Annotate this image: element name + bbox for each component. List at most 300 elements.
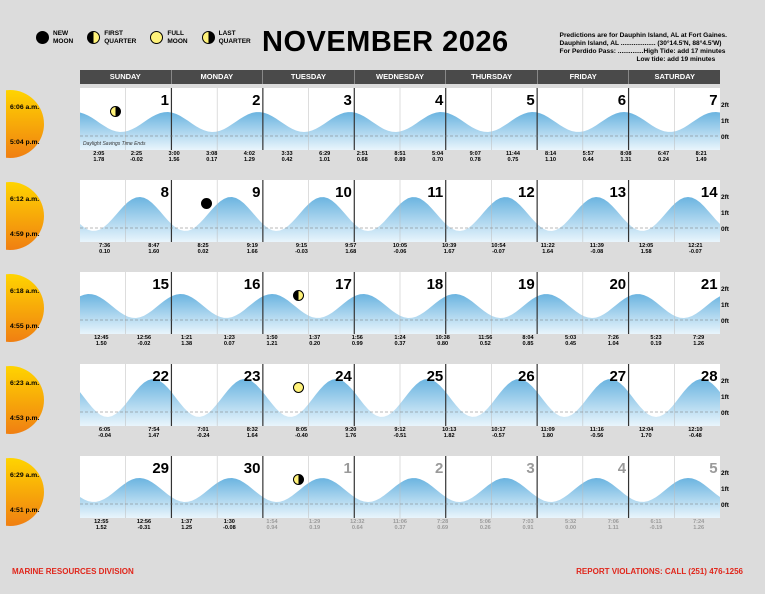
day-number: 5 [526, 92, 535, 109]
day-number: 20 [609, 276, 627, 293]
tide-reading [432, 519, 454, 532]
tide-height: -0.24 [196, 433, 210, 440]
tide-height: 1.26 [693, 525, 705, 532]
tide-reading [94, 427, 116, 440]
tide-reading [192, 243, 214, 256]
tide-reading [502, 151, 524, 164]
tide-reading [133, 519, 155, 532]
tide-reading [94, 243, 116, 256]
tide-time: 8:21 [695, 151, 707, 157]
tide-reading [438, 427, 460, 440]
tide-reading [635, 427, 657, 440]
tide-reading [389, 335, 411, 348]
predictions-note: Predictions are for Dauphin Island, AL at Fort Gaines. Dauphin Island, AL ................... (30°14.5'N, 88°4.5'W) For Perdido Pass: ..............High Tide: add 17 minutes Low tide: add 19 minutes [559, 32, 727, 63]
tide-time: 12:55 [94, 519, 109, 525]
tide-reading [474, 335, 496, 348]
day-number: 17 [335, 276, 352, 293]
tide-height: -0.04 [98, 433, 111, 440]
tide-reading [560, 335, 582, 348]
tide-reading [261, 335, 283, 348]
tide-reading [90, 519, 112, 532]
tide-time: 1:24 [394, 335, 406, 341]
tide-reading [304, 519, 326, 532]
tide-reading [560, 519, 582, 532]
day-name-thursday: THURSDAY [446, 70, 538, 84]
tide-height: -0.31 [137, 525, 151, 532]
feet-label: 2ft [721, 286, 729, 293]
tide-height: 0.26 [479, 525, 491, 532]
tide-height: 1.64 [246, 433, 258, 440]
tide-height: 0.24 [658, 157, 669, 164]
tide-height: 0.07 [223, 341, 235, 348]
day-name-monday: MONDAY [172, 70, 264, 84]
tide-reading [201, 151, 223, 164]
last-quarter-icon [293, 474, 304, 485]
week-row [0, 88, 765, 178]
tide-height: 1.52 [95, 525, 107, 532]
tide-reading [389, 519, 411, 532]
sun-icon [6, 180, 78, 252]
tide-time: 10:05 [392, 243, 408, 249]
tide-reading [653, 151, 675, 164]
tide-reading [218, 519, 240, 532]
tide-time: 11:22 [540, 243, 555, 249]
day-number: 6 [617, 92, 627, 109]
day-number: 28 [700, 368, 718, 385]
feet-label: 0ft [721, 226, 729, 233]
day-name-wednesday: WEDNESDAY [355, 70, 447, 84]
feet-label: 1ft [721, 302, 729, 309]
tide-height: 0.19 [309, 525, 321, 532]
tide-height: 1.58 [640, 249, 652, 256]
feet-label: 2ft [721, 378, 729, 385]
tide-height: -0.19 [649, 525, 663, 532]
tide-height: 0.80 [437, 341, 449, 348]
day-number: 2 [434, 460, 444, 477]
tide-reading [389, 243, 411, 256]
tide-height: 0.69 [437, 525, 449, 532]
tide-time: 1:37 [181, 519, 193, 525]
day-number: 23 [243, 368, 261, 385]
tide-height: 1.64 [542, 249, 554, 256]
tide-time: 6:47 [657, 151, 670, 157]
tide-height: 0.85 [522, 341, 534, 348]
sun-icon [6, 272, 78, 344]
tide-time: 11:39 [589, 243, 604, 249]
day-number: 10 [335, 184, 352, 201]
day-number: 27 [609, 368, 627, 385]
tide-height: 0.42 [281, 157, 293, 164]
tide-height: -0.06 [393, 249, 407, 256]
tide-reading [238, 151, 260, 164]
tide-reading [690, 151, 712, 164]
tide-time: 1:21 [181, 335, 193, 341]
sun-disc [6, 274, 44, 342]
tide-time: 8:25 [197, 243, 209, 249]
tide-time: 1:50 [266, 335, 278, 341]
tide-height: 1.56 [168, 157, 180, 164]
full-moon-icon [293, 382, 304, 393]
tide-reading [125, 151, 147, 164]
tide-grid [80, 88, 720, 150]
tide-reading [346, 335, 368, 348]
tide-height: 1.78 [93, 157, 105, 164]
tide-time: 10:39 [442, 243, 457, 249]
tide-time: 3:08 [206, 151, 218, 157]
feet-label: 0ft [721, 318, 729, 325]
tide-height: -0.51 [393, 433, 407, 440]
day-number: 14 [700, 184, 718, 201]
tide-time: 4:02 [243, 151, 255, 157]
tide-time: 8:47 [148, 243, 160, 249]
tide-height: 0.99 [351, 341, 363, 348]
tide-reading [602, 519, 624, 532]
tide-reading [143, 243, 165, 256]
page-title: NOVEMBER 2026 [262, 26, 509, 58]
tide-height: 1.50 [95, 341, 107, 348]
tide-time: 2:51 [356, 151, 368, 157]
sunrise-time: 6:06 a.m. [10, 104, 40, 111]
tide-time: 1:23 [223, 335, 235, 341]
tide-height: 0.45 [565, 341, 577, 348]
tide-time: 11:44 [505, 151, 520, 157]
tide-reading [537, 427, 559, 440]
legend-label: LAST QUARTER [218, 30, 251, 45]
footer-division: MARINE RESOURCES DIVISION [12, 567, 134, 576]
tide-height: -0.08 [590, 249, 604, 256]
day-name-friday: FRIDAY [538, 70, 630, 84]
tide-time: 11:09 [540, 427, 555, 433]
tide-reading [586, 427, 608, 440]
tide-height: 0.10 [99, 249, 111, 256]
tide-height: 0.20 [309, 341, 321, 348]
tide-time: 12:56 [136, 519, 152, 525]
tide-time: 9:12 [394, 427, 406, 433]
day-number: 24 [335, 368, 352, 385]
tide-time: 11:06 [393, 519, 407, 525]
day-number: 11 [427, 184, 444, 201]
tide-height: 0.94 [266, 525, 278, 532]
tide-height: 1.10 [545, 157, 557, 164]
tide-time: 5:57 [582, 151, 594, 157]
feet-label: 2ft [721, 470, 729, 477]
tide-height: 0.37 [394, 525, 406, 532]
day-number: 9 [252, 184, 261, 201]
tide-reading [163, 151, 185, 164]
tide-height: 0.91 [522, 525, 534, 532]
tide-height: -0.02 [137, 341, 151, 348]
day-number: 18 [426, 276, 444, 293]
feet-label: 0ft [721, 502, 729, 509]
tide-time: 12:21 [688, 243, 703, 249]
tide-time: 8:32 [246, 427, 258, 433]
tide-reading [389, 151, 411, 164]
sunrise-time: 6:12 a.m. [10, 196, 40, 203]
tide-height: 1.29 [243, 157, 255, 164]
tide-reading [684, 243, 706, 256]
sunset-time: 4:55 p.m. [10, 323, 40, 330]
tide-reading [537, 243, 559, 256]
tide-reading [351, 151, 373, 164]
day-number: 5 [709, 460, 718, 477]
tide-reading [540, 151, 562, 164]
tide-reading [517, 519, 539, 532]
tide-reading [432, 335, 454, 348]
tide-height: 0.75 [507, 157, 519, 164]
legend-label: NEW MOON [53, 30, 74, 45]
tide-time: 8:05 [295, 427, 308, 433]
legend-item [150, 30, 187, 45]
footer-violations: REPORT VIOLATIONS: CALL (251) 476-1256 [576, 567, 743, 576]
tide-time: 6:05 [99, 427, 111, 433]
tide-reading [133, 335, 155, 348]
tide-time: 1:30 [223, 519, 235, 525]
day-number: 16 [243, 276, 261, 293]
tide-time: 2:25 [130, 151, 143, 157]
tide-time: 8:08 [620, 151, 632, 157]
tide-height: 0.64 [351, 525, 363, 532]
last-quarter-icon [110, 106, 121, 117]
tide-height: 1.66 [246, 249, 258, 256]
tide-height: 1.76 [345, 433, 357, 440]
tide-time: 8:51 [394, 151, 406, 157]
moon-legend [36, 30, 251, 45]
day-number: 2 [252, 92, 261, 109]
feet-label: 2ft [721, 102, 729, 109]
tide-height: 1.82 [443, 433, 455, 440]
tide-height: 0.70 [432, 157, 444, 164]
legend-item [36, 30, 73, 45]
tide-height: 0.44 [582, 157, 594, 164]
tide-reading [90, 335, 112, 348]
day-number: 8 [160, 184, 169, 201]
first-quarter-icon [87, 31, 100, 44]
tide-height: 1.11 [608, 525, 619, 532]
tide-reading [291, 243, 313, 256]
tide-time: 10:13 [442, 427, 457, 433]
new-moon-icon [36, 31, 49, 44]
tide-height: 0.52 [479, 341, 491, 348]
tide-reading [218, 335, 240, 348]
tide-time: 7:01 [197, 427, 209, 433]
tide-time: 5:32 [565, 519, 577, 525]
day-name-tuesday: TUESDAY [263, 70, 355, 84]
tide-time: 7:36 [99, 243, 111, 249]
tide-reading [602, 335, 624, 348]
tide-time: 12:32 [350, 519, 365, 525]
tide-time: 12:45 [94, 335, 109, 341]
day-name-sunday: SUNDAY [80, 70, 172, 84]
sun-icon [6, 364, 78, 436]
tide-reading [635, 243, 657, 256]
tide-time: 9:07 [469, 151, 481, 157]
tide-time: 5:04 [432, 151, 444, 157]
tide-reading [88, 151, 110, 164]
tide-time: 10:54 [491, 243, 506, 249]
tide-reading [487, 243, 509, 256]
tide-height: 0.89 [394, 157, 406, 164]
feet-label: 1ft [721, 118, 729, 125]
day-number: 4 [434, 92, 444, 109]
tide-time: 2:05 [93, 151, 105, 157]
day-number: 25 [426, 368, 444, 385]
tide-time: 7:28 [437, 519, 449, 525]
tide-height: 1.25 [181, 525, 193, 532]
tide-reading [645, 335, 667, 348]
sunrise-time: 6:23 a.m. [10, 380, 40, 387]
legend-item [202, 30, 251, 45]
dst-note: Daylight Savings Time Ends [83, 141, 146, 147]
tide-height: 0.00 [565, 525, 577, 532]
tide-reading [438, 243, 460, 256]
tide-height: -0.40 [295, 433, 308, 440]
tide-height: 1.80 [542, 433, 554, 440]
day-number: 29 [152, 460, 169, 477]
tide-height: -0.08 [222, 525, 236, 532]
tide-height: 1.31 [620, 157, 632, 164]
tide-height: 1.47 [148, 433, 160, 440]
tide-time: 7:24 [693, 519, 705, 525]
full-moon-icon [150, 31, 163, 44]
tide-reading [688, 519, 710, 532]
tide-height: -0.48 [689, 433, 702, 440]
tide-reading [176, 519, 198, 532]
tide-height: 1.49 [695, 157, 707, 164]
day-number: 7 [709, 92, 718, 109]
tide-reading [615, 151, 637, 164]
tide-grid [80, 456, 720, 518]
tide-reading [487, 427, 509, 440]
day-number: 21 [700, 276, 718, 293]
tide-reading [192, 427, 214, 440]
day-number: 19 [518, 276, 535, 293]
sun-icon [6, 88, 78, 160]
tide-time: 7:03 [522, 519, 534, 525]
tide-reading [688, 335, 710, 348]
tide-reading [176, 335, 198, 348]
tide-reading [389, 427, 411, 440]
tide-reading [304, 335, 326, 348]
day-number: 3 [343, 92, 352, 109]
tide-reading [340, 243, 362, 256]
tide-height: -0.03 [295, 249, 308, 256]
legend-label: FIRST QUARTER [104, 30, 137, 45]
legend-label: FULL MOON [167, 30, 188, 45]
tide-height: 0.68 [356, 157, 368, 164]
day-number: 26 [518, 368, 535, 385]
tide-reading [517, 335, 539, 348]
sun-icon [6, 456, 78, 528]
tide-time: 11:16 [589, 427, 604, 433]
tide-time: 5:23 [650, 335, 662, 341]
tide-time: 1:56 [351, 335, 363, 341]
tide-reading [464, 151, 486, 164]
tide-time: 7:54 [148, 427, 160, 433]
tide-time: 10:17 [491, 427, 506, 433]
tide-height: 1.21 [266, 341, 278, 348]
tide-height: 1.26 [693, 341, 705, 348]
tide-height: 1.38 [181, 341, 193, 348]
week-row [0, 180, 765, 270]
tide-height: -0.07 [689, 249, 702, 256]
sunset-time: 4:59 p.m. [10, 231, 40, 238]
tide-height: -0.56 [590, 433, 604, 440]
tide-time: 9:15 [295, 243, 308, 249]
tide-time: 1:29 [309, 519, 321, 525]
tide-time: 6:11 [650, 519, 662, 525]
day-number: 12 [518, 184, 535, 201]
tide-time: 12:10 [688, 427, 703, 433]
tide-height: 0.78 [469, 157, 481, 164]
tide-reading [586, 243, 608, 256]
tide-reading [645, 519, 667, 532]
tide-time: 12:05 [638, 243, 654, 249]
tide-reading [474, 519, 496, 532]
sunset-time: 4:53 p.m. [10, 415, 40, 422]
day-number: 13 [609, 184, 627, 201]
tide-time: 7:29 [693, 335, 705, 341]
tide-time: 12:56 [136, 335, 152, 341]
tide-reading [346, 519, 368, 532]
tide-reading [291, 427, 313, 440]
tide-reading [143, 427, 165, 440]
day-number: 1 [160, 92, 169, 109]
tide-reading [314, 151, 336, 164]
tide-grid [80, 272, 720, 334]
tide-time: 7:06 [607, 519, 619, 525]
tide-height: 1.67 [443, 249, 455, 256]
legend-item [87, 30, 136, 45]
tide-reading [261, 519, 283, 532]
tide-height: 1.70 [640, 433, 652, 440]
tide-time: 8:14 [544, 151, 557, 157]
tide-time: 5:06 [479, 519, 491, 525]
sun-disc [6, 458, 44, 526]
day-header [80, 70, 720, 84]
sun-disc [6, 90, 44, 158]
sunrise-time: 6:18 a.m. [10, 288, 40, 295]
tide-time: 3:33 [281, 151, 293, 157]
week-row [0, 272, 765, 362]
sun-disc [6, 182, 44, 250]
week-row [0, 364, 765, 454]
day-number: 15 [152, 276, 169, 293]
tide-time: 12:04 [638, 427, 654, 433]
feet-label: 1ft [721, 394, 729, 401]
tide-height: -0.57 [492, 433, 505, 440]
feet-label: 2ft [721, 194, 729, 201]
tide-grid [80, 364, 720, 426]
tide-time: 7:26 [607, 335, 619, 341]
tide-time: 11:56 [478, 335, 493, 341]
tide-time: 5:03 [565, 335, 577, 341]
tide-height: 1.04 [607, 341, 619, 348]
tide-height: 1.68 [345, 249, 357, 256]
day-number: 4 [617, 460, 627, 477]
tide-reading [241, 427, 263, 440]
tide-time: 6:29 [319, 151, 331, 157]
tide-height: 1.01 [319, 157, 331, 164]
feet-label: 0ft [721, 134, 729, 141]
sunset-time: 5:04 p.m. [10, 139, 40, 146]
day-number: 30 [243, 460, 261, 477]
feet-label: 0ft [721, 410, 729, 417]
tide-height: 1.60 [148, 249, 160, 256]
day-name-saturday: SATURDAY [654, 72, 695, 81]
sun-disc [6, 366, 44, 434]
tide-time: 9:19 [246, 243, 258, 249]
tide-reading [276, 151, 298, 164]
